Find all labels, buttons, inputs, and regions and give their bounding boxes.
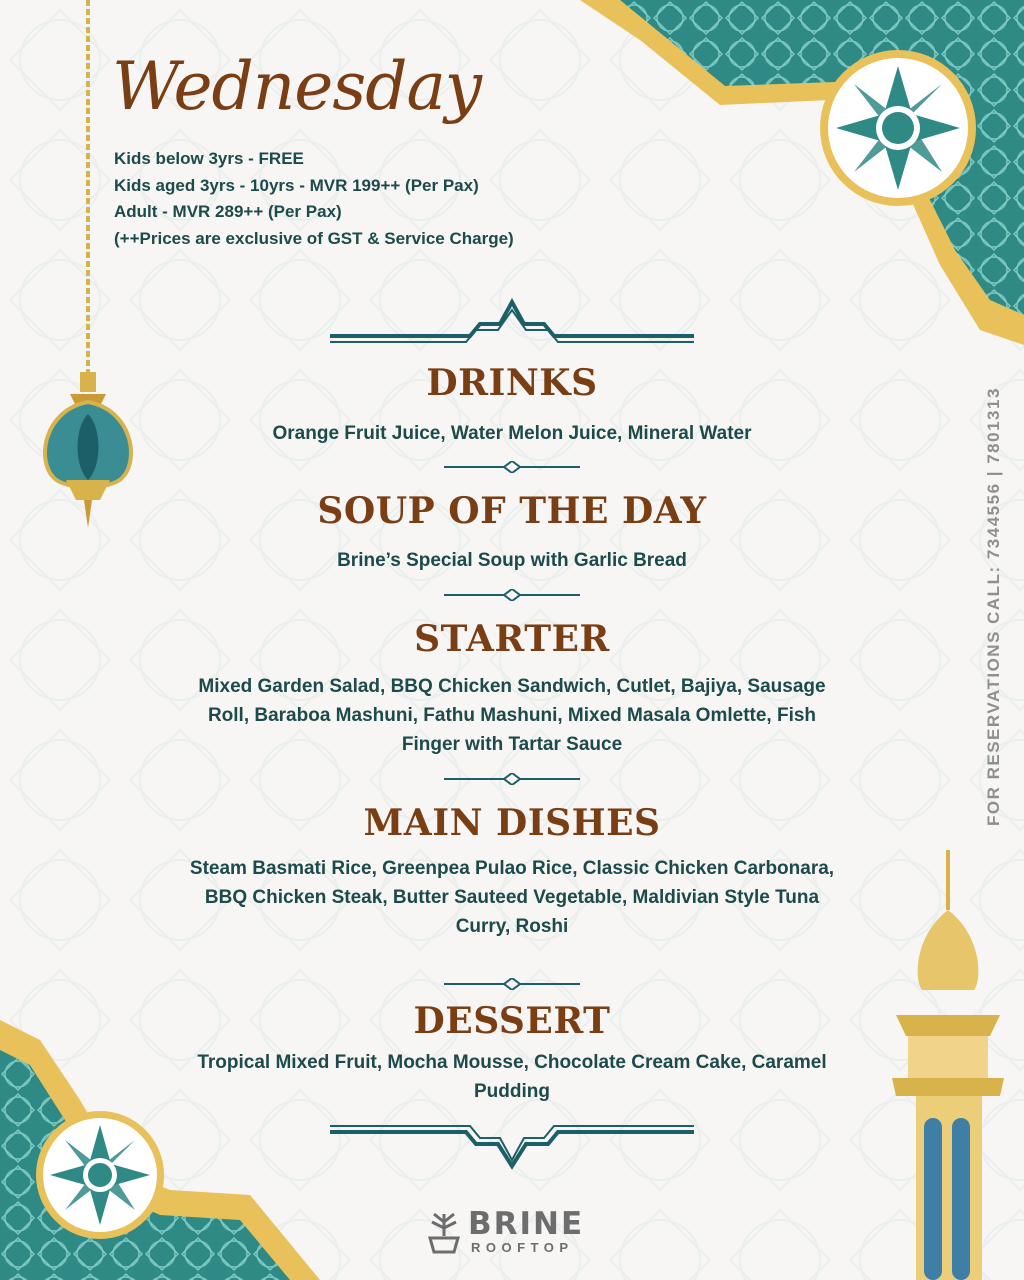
divider-icon bbox=[444, 589, 580, 601]
section-items-main: Steam Basmati Rice, Greenpea Pulao Rice, Classic Chicken Carbonara, BBQ Chicken Steak, Butter Sauteed Vegetable, Maldivian Style Tuna Curry, Roshi bbox=[189, 858, 835, 937]
section-title-drinks: DRINKS bbox=[426, 362, 598, 404]
price-kids: Kids aged 3yrs - 10yrs - MVR 199++ (Per Pax) bbox=[114, 175, 479, 195]
page-title: Wednesday bbox=[112, 48, 482, 125]
section-items-dessert: Tropical Mixed Fruit, Mocha Mousse, Chocolate Cream Cake, Caramel Pudding bbox=[197, 1052, 827, 1102]
brand-name: BRINE bbox=[468, 1206, 585, 1242]
section-items-soup: Brine’s Special Soup with Garlic Bread bbox=[337, 550, 687, 571]
divider-icon bbox=[444, 461, 580, 473]
section-items-starter: Mixed Garden Salad, BBQ Chicken Sandwich, Cutlet, Bajiya, Sausage Roll, Baraboa Mashuni, Fathu Mashuni, Mixed Masala Omlette, Fish Finger with Tartar Sauce bbox=[198, 676, 826, 755]
brand-logo-icon bbox=[426, 1206, 462, 1256]
brand-subtitle: ROOFTOP bbox=[471, 1240, 574, 1255]
pricing-info bbox=[114, 146, 514, 252]
divider-icon bbox=[444, 773, 580, 785]
section-title-main: MAIN DISHES bbox=[363, 802, 661, 844]
price-note: (++Prices are exclusive of GST & Service Charge) bbox=[114, 228, 514, 248]
section-items-drinks: Orange Fruit Juice, Water Melon Juice, Mineral Water bbox=[272, 423, 752, 444]
price-adult: Adult - MVR 289++ (Per Pax) bbox=[114, 202, 342, 221]
bottom-frame-ornament bbox=[330, 1122, 694, 1172]
section-title-starter: STARTER bbox=[414, 618, 610, 660]
divider-icon bbox=[444, 978, 580, 990]
section-title-dessert: DESSERT bbox=[413, 1000, 611, 1042]
price-kids-free: Kids below 3yrs - FREE bbox=[114, 149, 304, 168]
section-title-soup: SOUP OF THE DAY bbox=[317, 490, 707, 532]
top-frame-ornament bbox=[330, 296, 694, 346]
minaret-icon bbox=[890, 850, 1010, 1280]
reservation-phone: FOR RESERVATIONS CALL: 7344556 | 7801313 bbox=[984, 387, 1003, 826]
